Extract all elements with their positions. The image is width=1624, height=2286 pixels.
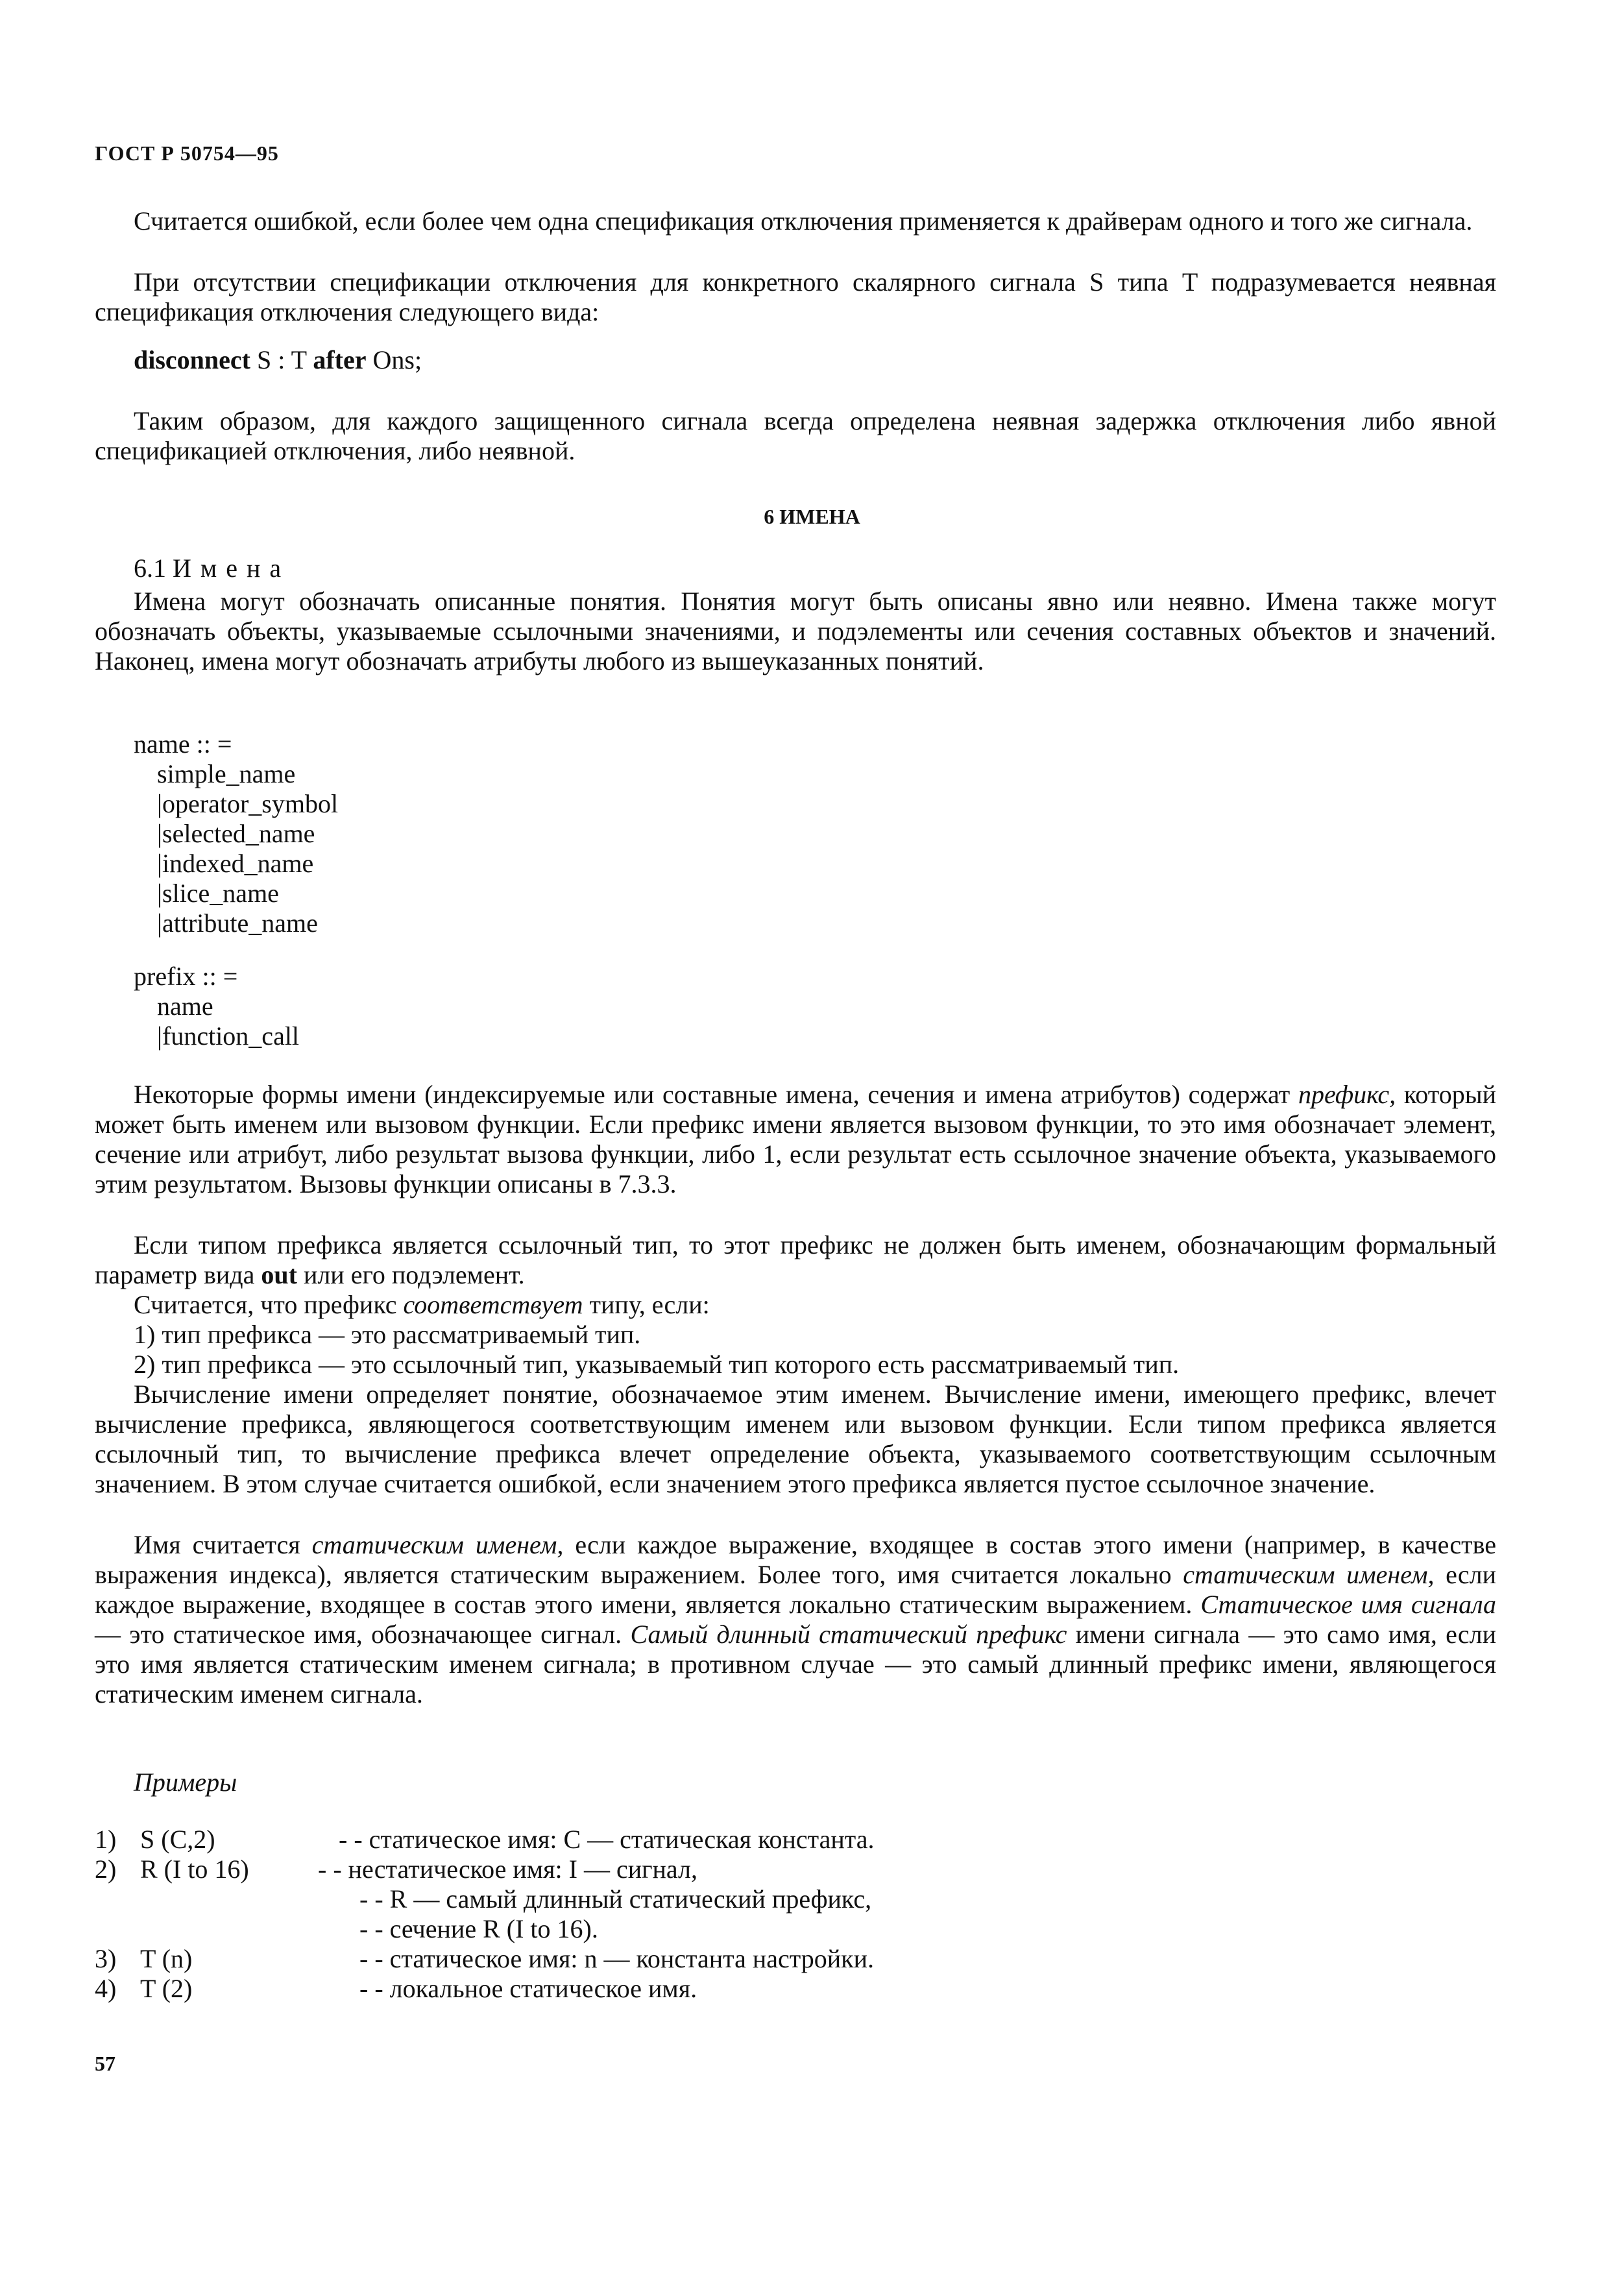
intro-paragraph-3: Таким образом, для каждого защищенного сигнала всегда определена неявная задержка отключения либо явной спецификацией отключения, либо неявной. xyxy=(95,406,1496,465)
term-corresponds: соответствует xyxy=(403,1290,583,1319)
subsection-title: Имена xyxy=(173,553,291,583)
example-comment: - - сечение R (I to 16). xyxy=(359,1914,598,1943)
text-run: если каждое выражение, входящее в состав этого имени, является локально статическим выражением. xyxy=(95,1560,1497,1619)
formula-keyword-disconnect: disconnect xyxy=(134,345,250,374)
text-run: Считается, что префикс xyxy=(134,1290,397,1319)
text-run: — это статическое имя, обозначающее сигнал. xyxy=(95,1620,622,1649)
text-run: или его подэлемент. xyxy=(303,1260,525,1289)
name-grammar xyxy=(134,729,338,938)
intro-paragraph-2: При отсутствии спецификации отключения для конкретного скалярного сигнала S типа T подразумевается неявная спецификация отключения следующего вида: xyxy=(95,267,1496,326)
example-row xyxy=(95,1914,1496,1944)
grammar-item: simple_name xyxy=(157,759,296,788)
example-code: S (C,2) xyxy=(140,1825,215,1854)
examples-title-text: Примеры xyxy=(134,1768,237,1797)
example-number: 4) xyxy=(95,1974,117,2003)
example-row xyxy=(95,1854,1496,1884)
example-comment: - - нестатическое имя: I — сигнал, xyxy=(318,1854,697,1884)
intro-paragraph-1: Считается ошибкой, если более чем одна спецификация отключения применяется к драйверам одного и того же сигнала. xyxy=(134,206,1473,236)
example-row xyxy=(95,1884,1496,1914)
list-item-2: 2) тип префикса — это ссылочный тип, указываемый тип которого есть рассматриваемый тип. xyxy=(134,1350,1180,1379)
example-row xyxy=(95,1974,1496,2004)
grammar-item: |function_call xyxy=(157,1021,300,1051)
formula-delay: Ons; xyxy=(372,345,422,374)
subsection-heading xyxy=(134,553,290,583)
term-prefix: префикс, xyxy=(1298,1080,1396,1109)
grammar-item: |slice_name xyxy=(157,879,279,908)
grammar-item: |operator_symbol xyxy=(157,789,339,818)
disconnect-formula xyxy=(134,345,422,375)
names-paragraph: Имена могут обозначать описанные понятия. Понятия могут быть описаны явно или неявно. Имена также могут обозначать объекты, указываемые ссылочными значениями, и подэлементы или сечения составных объектов и значений. Наконец, имена могут обозначать атрибуты любого из вышеуказанных понятий. xyxy=(95,587,1496,675)
example-row xyxy=(95,1944,1496,1974)
example-code: T (2) xyxy=(140,1974,193,2003)
document-header: ГОСТ Р 50754—95 xyxy=(95,141,279,165)
term-static-name: статическим именем, xyxy=(311,1530,564,1559)
text-run: типу, если: xyxy=(589,1290,710,1319)
evaluation-paragraph: Вычисление имени определяет понятие, обозначаемое этим именем. Вычисление имени, имеющего префикс, влечет вычисление префикса, являющегося соответствующим именем или вызовом функции. Если типом префикса является ссылочный тип, то вычисление префикса влечет определение объекта, указываемого соответствующим ссылочным значением. В этом случае считается ошибкой, если значением этого префикса является пустое ссылочное значение. xyxy=(95,1380,1496,1498)
section-title: 6 ИМЕНА xyxy=(764,505,860,528)
grammar-item: |indexed_name xyxy=(157,849,314,878)
term-longest-static-prefix: Самый длинный статический префикс xyxy=(630,1620,1067,1649)
term-static-signal-name: Статическое имя сигнала xyxy=(1200,1590,1497,1619)
correspondence-paragraph xyxy=(95,1290,1496,1320)
grammar-item: name xyxy=(157,991,213,1021)
grammar-head: prefix :: = xyxy=(134,962,238,991)
text-run: Некоторые формы имени (индексируемые или составные имена, сечения и имена атрибутов) содержат xyxy=(134,1080,1291,1109)
formula-keyword-after: after xyxy=(313,345,367,374)
page-number: 57 xyxy=(95,2052,115,2075)
formula-signal-type: S : T xyxy=(257,345,307,374)
example-number: 1) xyxy=(95,1825,117,1854)
example-comment: - - статическое имя: n — константа настройки. xyxy=(359,1944,875,1973)
grammar-item: |attribute_name xyxy=(157,908,318,938)
example-number: 2) xyxy=(95,1854,117,1884)
text-run: имени сигнала — это само имя, если это имя является статическим именем сигнала; в противном случае — это самый длинный префикс имени, являющегося статическим именем сигнала. xyxy=(95,1620,1496,1708)
grammar-item: |selected_name xyxy=(157,819,315,848)
grammar-head: name :: = xyxy=(134,729,232,759)
examples-list xyxy=(95,1825,1496,2004)
example-code: R (I to 16) xyxy=(140,1854,249,1884)
prefix-paragraph xyxy=(95,1080,1496,1199)
examples-title xyxy=(134,1768,237,1797)
text-run: который может быть именем или вызовом функции. Если префикс имени является вызовом функции, то это имя обозначает элемент, сечение или атрибут, либо результат вызова функции, либо 1, если результат есть ссылочное значение объекта, указываемого этим результатом. Вызовы функции описаны в 7.3.3. xyxy=(95,1080,1496,1198)
list-item-1: 1) тип префикса — это рассматриваемый тип. xyxy=(134,1320,641,1349)
reference-type-paragraph xyxy=(95,1230,1496,1290)
example-number: 3) xyxy=(95,1944,117,1973)
subsection-number: 6.1 xyxy=(134,553,166,583)
example-code: T (n) xyxy=(140,1944,193,1973)
text-run: Если типом префикса является ссылочный тип, то этот префикс не должен быть именем, обозначающим формальный параметр вида xyxy=(95,1230,1496,1289)
example-comment: - - локальное статическое имя. xyxy=(359,1974,697,2003)
text-run: если каждое выражение, входящее в состав этого имени (например, в качестве выражения индекса), является статическим выражением. Более того, имя считается локально xyxy=(95,1530,1497,1589)
example-comment: - - статическое имя: C — статическая константа. xyxy=(339,1825,875,1854)
term-locally-static-name: статическим именем, xyxy=(1183,1560,1435,1589)
example-comment: - - R — самый длинный статический префикс, xyxy=(359,1884,872,1914)
keyword-out: out xyxy=(261,1260,297,1289)
example-row xyxy=(95,1825,1496,1854)
static-name-paragraph xyxy=(95,1530,1496,1709)
prefix-grammar xyxy=(134,962,299,1051)
text-run: Имя считается xyxy=(134,1530,300,1559)
